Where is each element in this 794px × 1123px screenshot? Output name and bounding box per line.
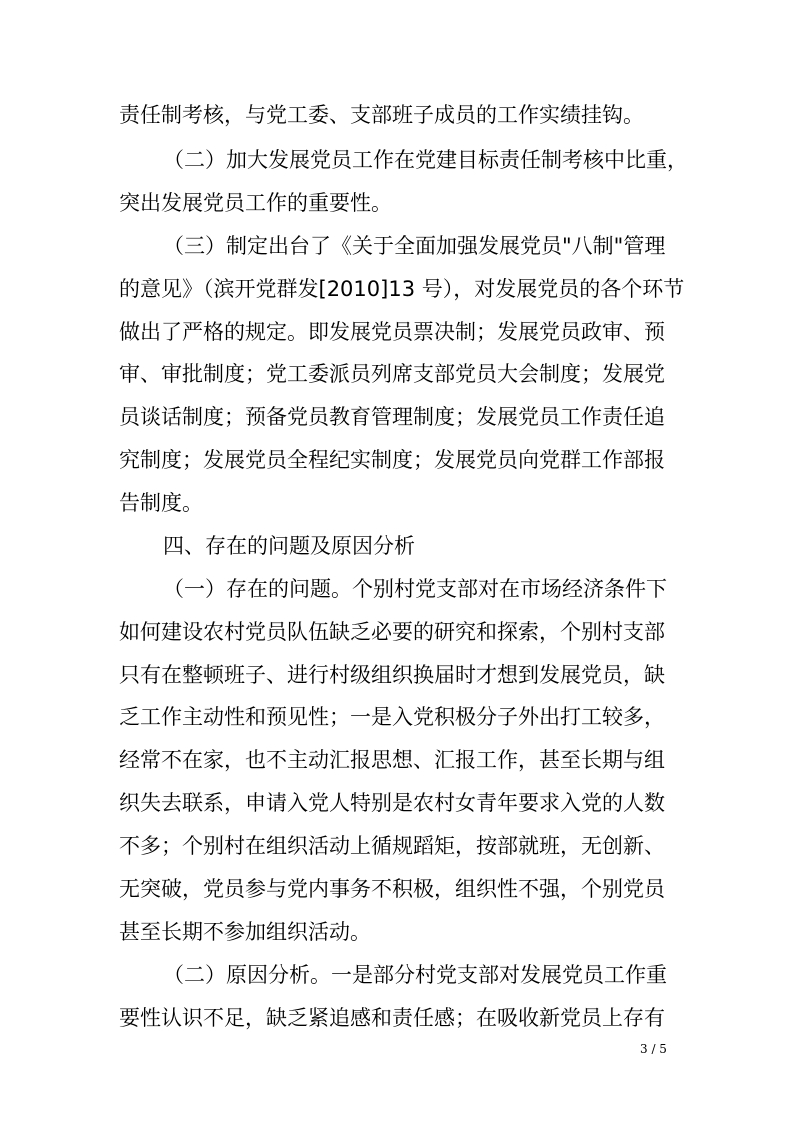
text-line-8: 员谈话制度；预备党员教育管理制度；发展党员工作责任追: [119, 405, 665, 429]
text-line-17: 织失去联系，申请入党人特别是农村女青年要求入党的人数: [119, 791, 665, 815]
text-line-2: （二）加大发展党员工作在党建目标责任制考核中比重，: [163, 148, 688, 172]
text-line-1: 责任制考核，与党工委、支部班子成员的工作实绩挂钩。: [119, 103, 644, 127]
text-line-6: 做出了严格的规定。即发展党员票决制；发展党员政审、预: [119, 320, 665, 344]
text-line-14: 只有在整顿班子、进行村级组织换届时才想到发展党员，缺: [119, 663, 665, 687]
text-line-18: 不多；个别村在组织活动上循规蹈矩，按部就班，无创新、: [119, 834, 665, 858]
text-line-15: 乏工作主动性和预见性；一是入党积极分子外出打工较多，: [119, 705, 665, 729]
text-line-19: 无突破，党员参与党内事务不积极，组织性不强，个别党员: [119, 877, 665, 901]
text-line-22: 要性认识不足，缺乏紧追感和责任感；在吸收新党员上存有: [119, 1006, 665, 1030]
section-heading: 四、存在的问题及原因分析: [163, 534, 415, 558]
text-line-16: 经常不在家，也不主动汇报思想、汇报工作，甚至长期与组: [119, 748, 665, 772]
text-line-9: 究制度；发展党员全程纪实制度；发展党员向党群工作部报: [119, 448, 665, 472]
text-line-5: 的意见》（滨开党群发[2010]13 号），对发展党员的各个环节: [119, 277, 685, 301]
text-line-7: 审、审批制度；党工委派员列席支部党员大会制度；发展党: [119, 362, 665, 386]
text-line-12: （一）存在的问题。个别村党支部对在市场经济条件下: [163, 577, 667, 601]
text-line-3: 突出发展党员工作的重要性。: [119, 191, 392, 215]
text-line-21: （二）原因分析。一是部分村党支部对发展党员工作重: [163, 963, 667, 987]
text-line-20: 甚至长期不参加组织活动。: [119, 920, 371, 944]
page-number: 3 / 5: [640, 1042, 667, 1056]
text-line-4: （三）制定出台了《关于全面加强发展党员"八制"管理: [163, 234, 666, 258]
text-line-10: 告制度。: [119, 491, 203, 515]
text-line-13: 如何建设农村党员队伍缺乏必要的研究和探索，个别村支部: [119, 620, 665, 644]
